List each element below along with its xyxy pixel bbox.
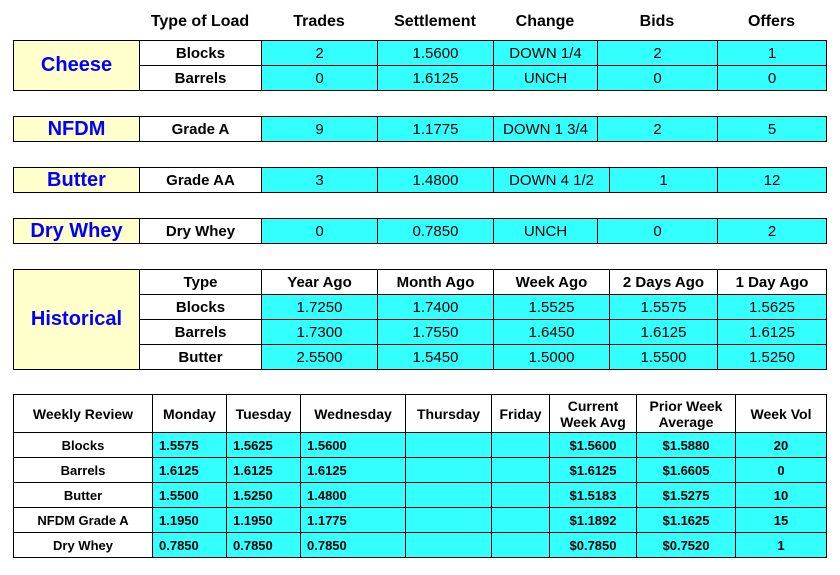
weekly-cell: $1.5880 — [637, 433, 736, 458]
historical-header-year-ago: Year Ago — [262, 270, 378, 295]
weekly-row-label: NFDM Grade A — [14, 508, 153, 533]
header-type-of-load: Type of Load — [150, 13, 250, 30]
dry-whey-settlement: 0.7850 — [378, 219, 494, 244]
historical-row-type: Butter — [140, 345, 262, 370]
weekly-cell: 1.1950 — [227, 508, 301, 533]
historical-table — [13, 269, 827, 370]
cheese-table — [13, 40, 827, 91]
weekly-header-friday: Friday — [492, 395, 550, 433]
historical-cell: 1.7400 — [378, 295, 494, 320]
header-change: Change — [515, 13, 575, 30]
nfdm-type: Grade A — [140, 117, 262, 142]
weekly-row-label: Butter — [14, 483, 153, 508]
nfdm-change: DOWN 1 3/4 — [494, 117, 598, 142]
historical-cell: 1.5575 — [610, 295, 718, 320]
weekly-cell: $0.7850 — [550, 533, 637, 558]
header-bids: Bids — [639, 13, 675, 30]
historical-cell: 1.5525 — [494, 295, 610, 320]
weekly-cell: 1.6125 — [301, 458, 406, 483]
butter-offers: 12 — [718, 168, 827, 193]
weekly-header-monday: Monday — [153, 395, 227, 433]
cheese-barrels-type: Barrels — [140, 66, 262, 91]
dry-whey-label: Dry Whey — [14, 219, 140, 244]
weekly-cell — [492, 433, 550, 458]
butter-table — [13, 167, 827, 193]
cheese-blocks-type: Blocks — [140, 41, 262, 66]
weekly-cell — [406, 483, 492, 508]
historical-cell: 1.7550 — [378, 320, 494, 345]
historical-row-type: Blocks — [140, 295, 262, 320]
historical-cell: 1.5625 — [718, 295, 827, 320]
dry-whey-change: UNCH — [494, 219, 598, 244]
weekly-cell — [406, 508, 492, 533]
weekly-header-wednesday: Wednesday — [301, 395, 406, 433]
historical-header-1-day-ago: 1 Day Ago — [718, 270, 827, 295]
cheese-barrels-settlement: 1.6125 — [378, 66, 494, 91]
nfdm-settlement: 1.1775 — [378, 117, 494, 142]
historical-row-type: Barrels — [140, 320, 262, 345]
dry-whey-type: Dry Whey — [140, 219, 262, 244]
weekly-cell: 10 — [736, 483, 827, 508]
weekly-header-prior-week-average: Prior Week Average — [637, 395, 736, 433]
weekly-cell: 1.6125 — [227, 458, 301, 483]
weekly-row-label: Blocks — [14, 433, 153, 458]
weekly-cell — [492, 458, 550, 483]
historical-cell: 1.7250 — [262, 295, 378, 320]
historical-cell: 1.5250 — [718, 345, 827, 370]
weekly-review-table — [13, 394, 827, 558]
cheese-label: Cheese — [14, 41, 140, 91]
cheese-barrels-change: UNCH — [494, 66, 598, 91]
weekly-header-weekly-review: Weekly Review — [14, 395, 153, 433]
weekly-cell: 1.5625 — [227, 433, 301, 458]
weekly-cell: $1.1625 — [637, 508, 736, 533]
historical-cell: 1.7300 — [262, 320, 378, 345]
weekly-cell: $1.6605 — [637, 458, 736, 483]
weekly-header-thursday: Thursday — [406, 395, 492, 433]
weekly-cell: 1.1775 — [301, 508, 406, 533]
weekly-cell: 1.5575 — [153, 433, 227, 458]
butter-bids: 1 — [610, 168, 718, 193]
weekly-cell: $1.1892 — [550, 508, 637, 533]
historical-header-2-days-ago: 2 Days Ago — [610, 270, 718, 295]
weekly-cell: 0.7850 — [227, 533, 301, 558]
weekly-cell: $1.6125 — [550, 458, 637, 483]
weekly-cell: 1.5600 — [301, 433, 406, 458]
historical-cell: 1.6450 — [494, 320, 610, 345]
historical-cell: 1.6125 — [718, 320, 827, 345]
weekly-cell: 1.4800 — [301, 483, 406, 508]
weekly-header-tuesday: Tuesday — [227, 395, 301, 433]
historical-header-week-ago: Week Ago — [494, 270, 610, 295]
nfdm-trades: 9 — [262, 117, 378, 142]
butter-change: DOWN 4 1/2 — [494, 168, 610, 193]
weekly-header-current-week-avg: Current Week Avg — [550, 395, 637, 433]
historical-cell: 1.6125 — [610, 320, 718, 345]
header-settlement: Settlement — [394, 13, 476, 30]
historical-cell: 1.5500 — [610, 345, 718, 370]
historical-cell: 1.5000 — [494, 345, 610, 370]
cheese-blocks-bids: 2 — [598, 41, 718, 66]
weekly-cell — [492, 483, 550, 508]
dry-whey-offers: 2 — [718, 219, 827, 244]
nfdm-offers: 5 — [718, 117, 827, 142]
butter-type: Grade AA — [140, 168, 262, 193]
historical-cell: 2.5500 — [262, 345, 378, 370]
weekly-cell: 0.7850 — [153, 533, 227, 558]
weekly-row-label: Dry Whey — [14, 533, 153, 558]
nfdm-label: NFDM — [14, 117, 140, 142]
weekly-cell: 1 — [736, 533, 827, 558]
cheese-blocks-trades: 2 — [262, 41, 378, 66]
weekly-cell — [492, 508, 550, 533]
cheese-barrels-bids: 0 — [598, 66, 718, 91]
weekly-cell — [492, 533, 550, 558]
nfdm-bids: 2 — [598, 117, 718, 142]
weekly-header-week-vol: Week Vol — [736, 395, 827, 433]
weekly-cell: 1.6125 — [153, 458, 227, 483]
dry-whey-trades: 0 — [262, 219, 378, 244]
historical-cell: 1.5450 — [378, 345, 494, 370]
weekly-cell: 0 — [736, 458, 827, 483]
weekly-cell: $1.5600 — [550, 433, 637, 458]
butter-label: Butter — [14, 168, 140, 193]
header-offers: Offers — [747, 13, 796, 30]
weekly-cell: 1.1950 — [153, 508, 227, 533]
weekly-cell: 15 — [736, 508, 827, 533]
weekly-cell — [406, 458, 492, 483]
weekly-cell: 1.5250 — [227, 483, 301, 508]
weekly-cell: 20 — [736, 433, 827, 458]
weekly-cell — [406, 533, 492, 558]
weekly-row-label: Barrels — [14, 458, 153, 483]
cheese-blocks-offers: 1 — [718, 41, 827, 66]
cheese-blocks-settlement: 1.5600 — [378, 41, 494, 66]
cheese-barrels-trades: 0 — [262, 66, 378, 91]
cheese-blocks-change: DOWN 1/4 — [494, 41, 598, 66]
historical-label: Historical — [14, 270, 140, 370]
historical-header-type: Type — [140, 270, 262, 295]
weekly-cell: 0.7850 — [301, 533, 406, 558]
weekly-cell: $0.7520 — [637, 533, 736, 558]
weekly-cell: 1.5500 — [153, 483, 227, 508]
header-trades: Trades — [293, 13, 345, 30]
dry-whey-bids: 0 — [598, 219, 718, 244]
weekly-cell — [406, 433, 492, 458]
cheese-barrels-offers: 0 — [718, 66, 827, 91]
historical-header-month-ago: Month Ago — [378, 270, 494, 295]
butter-trades: 3 — [262, 168, 378, 193]
butter-settlement: 1.4800 — [378, 168, 494, 193]
dry-whey-table — [13, 218, 827, 244]
nfdm-table — [13, 116, 827, 142]
weekly-cell: $1.5183 — [550, 483, 637, 508]
weekly-cell: $1.5275 — [637, 483, 736, 508]
